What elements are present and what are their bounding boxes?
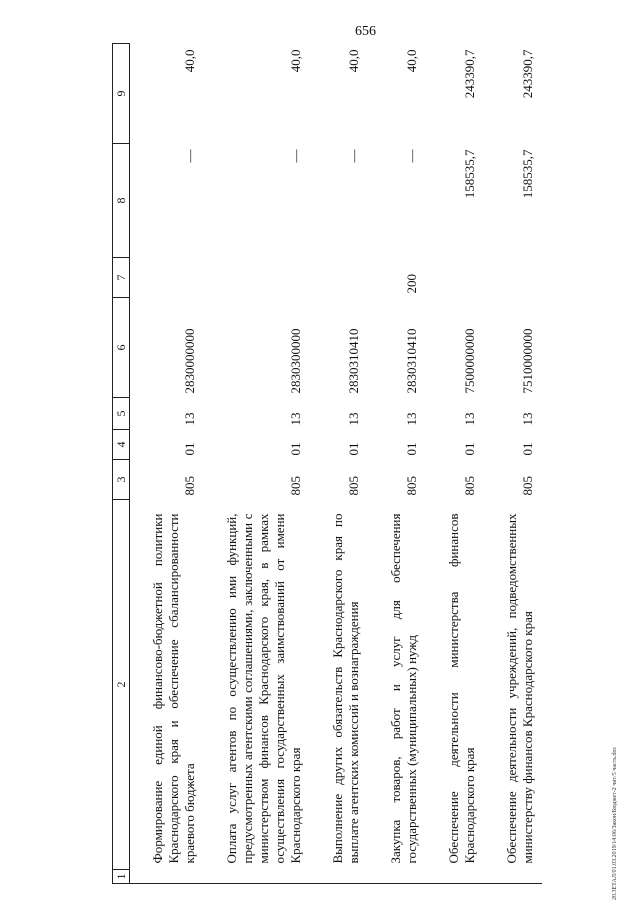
section-code: 01 [462,442,477,456]
amount-1: — [182,149,197,163]
subsection-code: 13 [520,412,535,426]
subsection-code: 13 [346,412,361,426]
header-cell: 5 [113,398,130,430]
subsection-code: 13 [288,412,303,426]
target-code: 7510000000 [520,328,535,394]
subsection-code: 13 [404,412,419,426]
admin-code: 805 [346,476,361,496]
expense-type [130,258,205,298]
row-name: Выполнение других обязательств Краснодарского края по выплате агентских комиссий и вознаграждения [330,513,361,864]
target-code: 2830000000 [182,328,197,394]
amount-2: 243390,7 [520,49,535,99]
amount-1: 158535,7 [520,149,535,199]
col1-cell [368,870,426,884]
rotated-table-area [112,44,602,884]
section-code: 01 [404,442,419,456]
expense-type [484,258,542,298]
col1-cell [310,870,368,884]
table-row [426,44,484,884]
target-code: 2830300000 [288,328,303,394]
admin-code: 805 [182,476,197,496]
section-code: 01 [520,442,535,456]
target-code: 7500000000 [462,328,477,394]
table-row [484,44,542,884]
header-cell: 1 [113,870,130,884]
expense-type [310,258,368,298]
amount-2: 40,0 [404,49,419,73]
row-name: Оплата услуг агентов по осуществлению ими функций, предусмотренных агентскими соглашениями, заключенными с министерством финансов Краснодарского края, в рамках осуществления государственных заимствований от имени Краснодарского края [224,513,303,864]
table-row [130,44,205,884]
admin-code: 805 [462,476,477,496]
header-row [113,44,130,884]
col1-cell [204,870,310,884]
section-code: 01 [346,442,361,456]
header-cell: 7 [113,258,130,298]
admin-code: 805 [520,476,535,496]
budget-table [112,43,542,884]
table-row [310,44,368,884]
header-cell: 3 [113,460,130,500]
header-cell: 2 [113,500,130,870]
side-footer: 20.3ЕТАЛ/01.03.2019/14:06/Закон/Бюджет-2 чит/5 часть.doc [612,746,618,900]
admin-code: 805 [404,476,419,496]
section-code: 01 [182,442,197,456]
subsection-code: 13 [462,412,477,426]
header-cell: 8 [113,144,130,258]
row-name: Формирование единой финансово-бюджетной политики Краснодарского края и обеспечение сбалансированности краевого бюджета [150,513,197,864]
amount-1: — [404,149,419,163]
admin-code: 805 [288,476,303,496]
table-row [204,44,310,884]
col1-cell [426,870,484,884]
amount-1: — [346,149,361,163]
row-name: Обеспечение деятельности министерства финансов Краснодарского края [446,513,477,864]
header-cell: 4 [113,430,130,460]
expense-type [426,258,484,298]
header-cell: 9 [113,44,130,144]
expense-type [204,258,310,298]
amount-1: — [288,149,303,163]
header-cell: 6 [113,298,130,398]
amount-2: 40,0 [288,49,303,73]
amount-1: 158535,7 [462,149,477,199]
amount-2: 40,0 [182,49,197,73]
row-name: Закупка товаров, работ и услуг для обеспечения государственных (муниципальных) нужд [388,513,419,864]
subsection-code: 13 [182,412,197,426]
table-row [368,44,426,884]
target-code: 2830310410 [346,328,361,394]
expense-type: 200 [404,274,419,294]
amount-2: 243390,7 [462,49,477,99]
amount-2: 40,0 [346,49,361,73]
col1-cell [484,870,542,884]
row-name: Обеспечение деятельности учреждений, подведомственных министерству финансов Краснодарского края [504,513,535,864]
col1-cell [130,870,205,884]
target-code: 2830310410 [404,328,419,394]
section-code: 01 [288,442,303,456]
page-number: 656 [355,24,376,39]
